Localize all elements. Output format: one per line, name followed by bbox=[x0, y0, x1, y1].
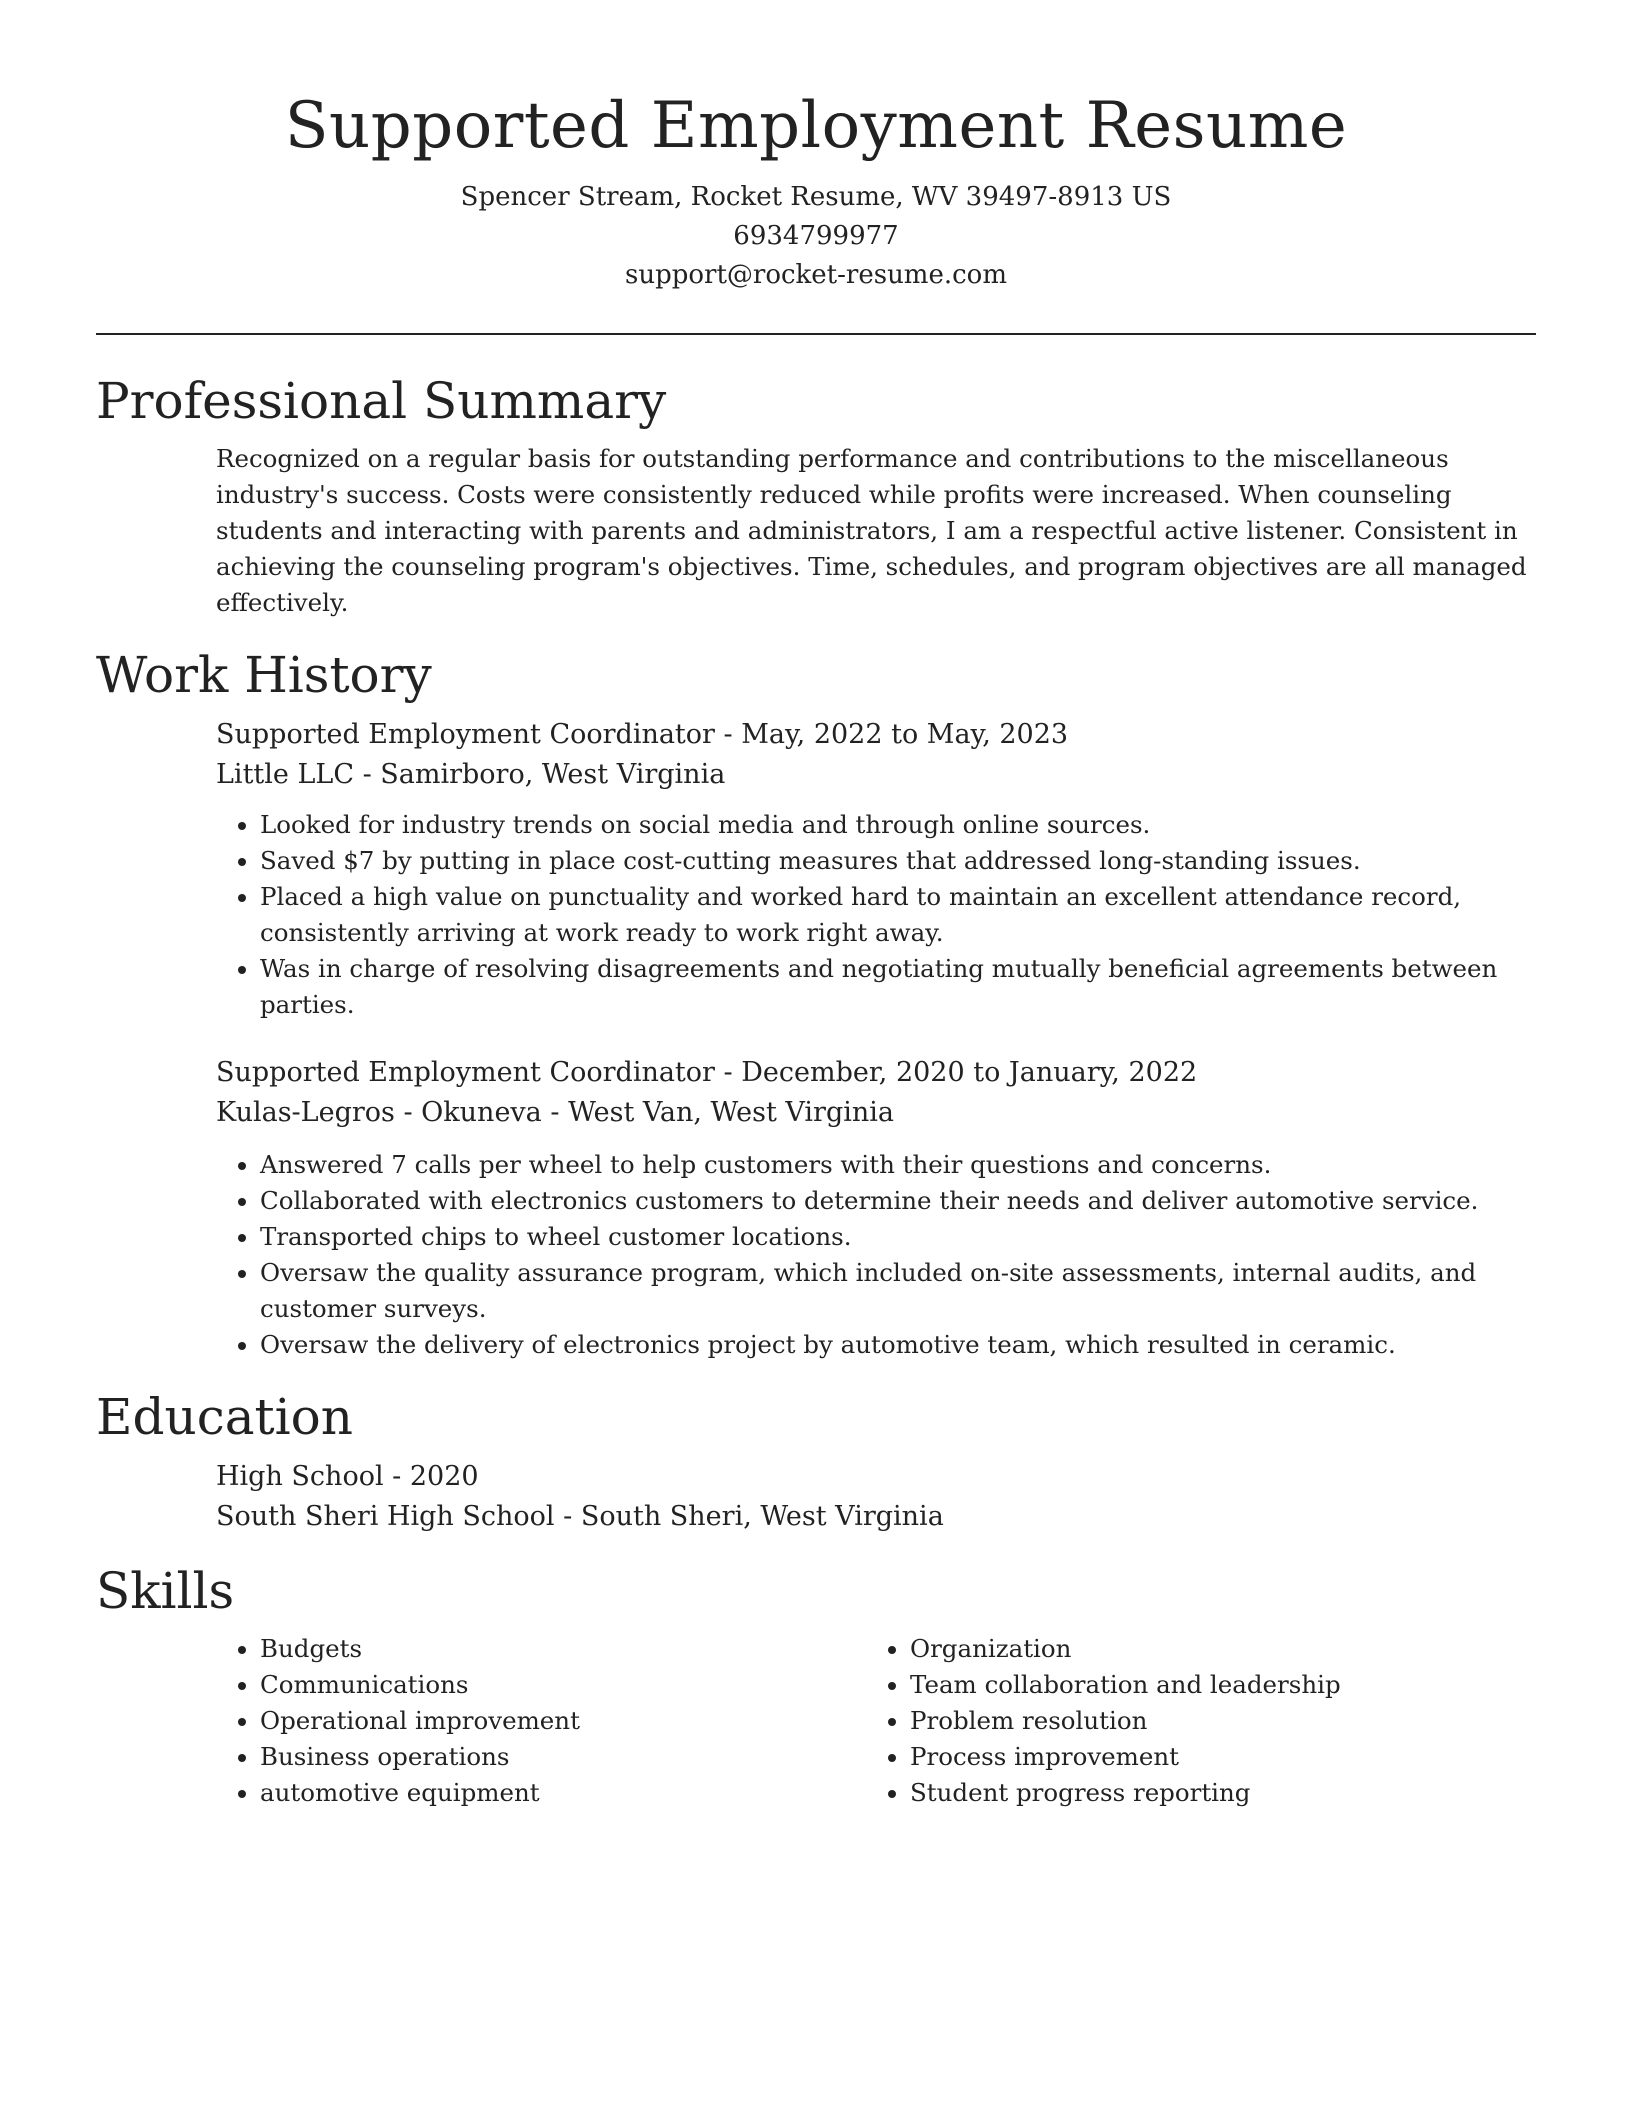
education-section bbox=[96, 1385, 1536, 1537]
resume-page bbox=[96, 0, 1536, 1811]
education-location: - South Sheri, West Virginia bbox=[554, 1501, 944, 1532]
skill-item: • automotive equipment bbox=[260, 1775, 866, 1811]
job-bullet: • Answered 7 calls per wheel to help customers with their questions and concerns. bbox=[260, 1147, 1536, 1183]
job-company: Little LLC bbox=[216, 759, 354, 790]
skill-item: • Process improvement bbox=[910, 1739, 1516, 1775]
job-company: Kulas-Legros - Okuneva bbox=[216, 1097, 542, 1128]
work-section bbox=[96, 643, 1536, 1363]
job-bullet: • Was in charge of resolving disagreements and negotiating mutually beneficial agreements between parties. bbox=[260, 951, 1536, 1023]
company-line bbox=[216, 1093, 1536, 1133]
education-school: South Sheri High School bbox=[216, 1501, 555, 1532]
skill-item: • Budgets bbox=[260, 1631, 866, 1667]
skill-item: • Problem resolution bbox=[910, 1703, 1516, 1739]
job-bullet: • Placed a high value on punctuality and worked hard to maintain an excellent attendance record, consistently arriving at work ready to work right away. bbox=[260, 879, 1536, 951]
contact-phone: 6934799977 bbox=[733, 221, 899, 251]
job-bullet: • Oversaw the quality assurance program, which included on-site assessments, internal audits, and customer surveys. bbox=[260, 1255, 1536, 1327]
skill-item: • Communications bbox=[260, 1667, 866, 1703]
education-degree-line bbox=[216, 1457, 1536, 1497]
work-title: Work History bbox=[96, 646, 432, 704]
contact-address: Spencer Stream, Rocket Resume, WV 39497-8913 US bbox=[460, 182, 1172, 212]
skill-item: • Business operations bbox=[260, 1739, 866, 1775]
skills-list bbox=[866, 1631, 1516, 1811]
job-entry bbox=[96, 715, 1536, 1023]
contact-email: support@rocket-resume.com bbox=[624, 260, 1007, 290]
education-year: - 2020 bbox=[383, 1461, 479, 1492]
contact-block bbox=[96, 178, 1536, 295]
job-role: Supported Employment Coordinator bbox=[216, 1057, 715, 1088]
skills-column-right bbox=[866, 1631, 1516, 1811]
job-bullet: • Transported chips to wheel customer locations. bbox=[260, 1219, 1536, 1255]
job-bullet: • Looked for industry trends on social media and through online sources. bbox=[260, 807, 1536, 843]
job-role: Supported Employment Coordinator bbox=[216, 719, 715, 750]
skill-item: • Operational improvement bbox=[260, 1703, 866, 1739]
resume-name: Supported Employment Resume bbox=[284, 89, 1348, 163]
education-title: Education bbox=[96, 1388, 353, 1446]
job-bullets bbox=[216, 1147, 1536, 1363]
skill-item: • Student progress reporting bbox=[910, 1775, 1516, 1811]
skills-list bbox=[216, 1631, 866, 1811]
education-degree: High School bbox=[216, 1461, 384, 1492]
job-bullets bbox=[216, 807, 1536, 1023]
education-school-line bbox=[216, 1497, 1536, 1537]
job-title-line bbox=[216, 715, 1536, 755]
skills-title: Skills bbox=[96, 1562, 235, 1620]
job-bullet: • Collaborated with electronics customers to determine their needs and deliver automotive service. bbox=[260, 1183, 1536, 1219]
resume-header bbox=[96, 0, 1536, 295]
summary-section bbox=[96, 369, 1536, 621]
skill-item: • Team collaboration and leadership bbox=[910, 1667, 1516, 1703]
skills-section bbox=[96, 1559, 1536, 1811]
job-location: - West Van, West Virginia bbox=[541, 1097, 894, 1128]
job-dates: - May, 2022 to May, 2023 bbox=[714, 719, 1069, 750]
job-entry bbox=[96, 1053, 1536, 1363]
job-title-line bbox=[216, 1053, 1536, 1093]
summary-title: Professional Summary bbox=[96, 372, 667, 430]
job-bullet: • Oversaw the delivery of electronics project by automotive team, which resulted in ceramic. bbox=[260, 1327, 1536, 1363]
company-line bbox=[216, 755, 1536, 795]
skills-column-left bbox=[216, 1631, 866, 1811]
summary-text: Recognized on a regular basis for outstanding performance and contributions to the miscellaneous industry's success. Costs were consistently reduced while profits were increased. When counseling students and interacting with parents and administrators, I am a respectful active listener. Consistent in achieving the counseling program's objectives. Time, schedules, and program objectives are all managed effectively. bbox=[216, 444, 1527, 617]
job-bullet: • Saved $7 by putting in place cost-cutting measures that addressed long-standing issues. bbox=[260, 843, 1536, 879]
job-dates: - December, 2020 to January, 2022 bbox=[714, 1057, 1198, 1088]
header-divider bbox=[96, 333, 1536, 335]
job-location: - Samirboro, West Virginia bbox=[353, 759, 726, 790]
skill-item: • Organization bbox=[910, 1631, 1516, 1667]
